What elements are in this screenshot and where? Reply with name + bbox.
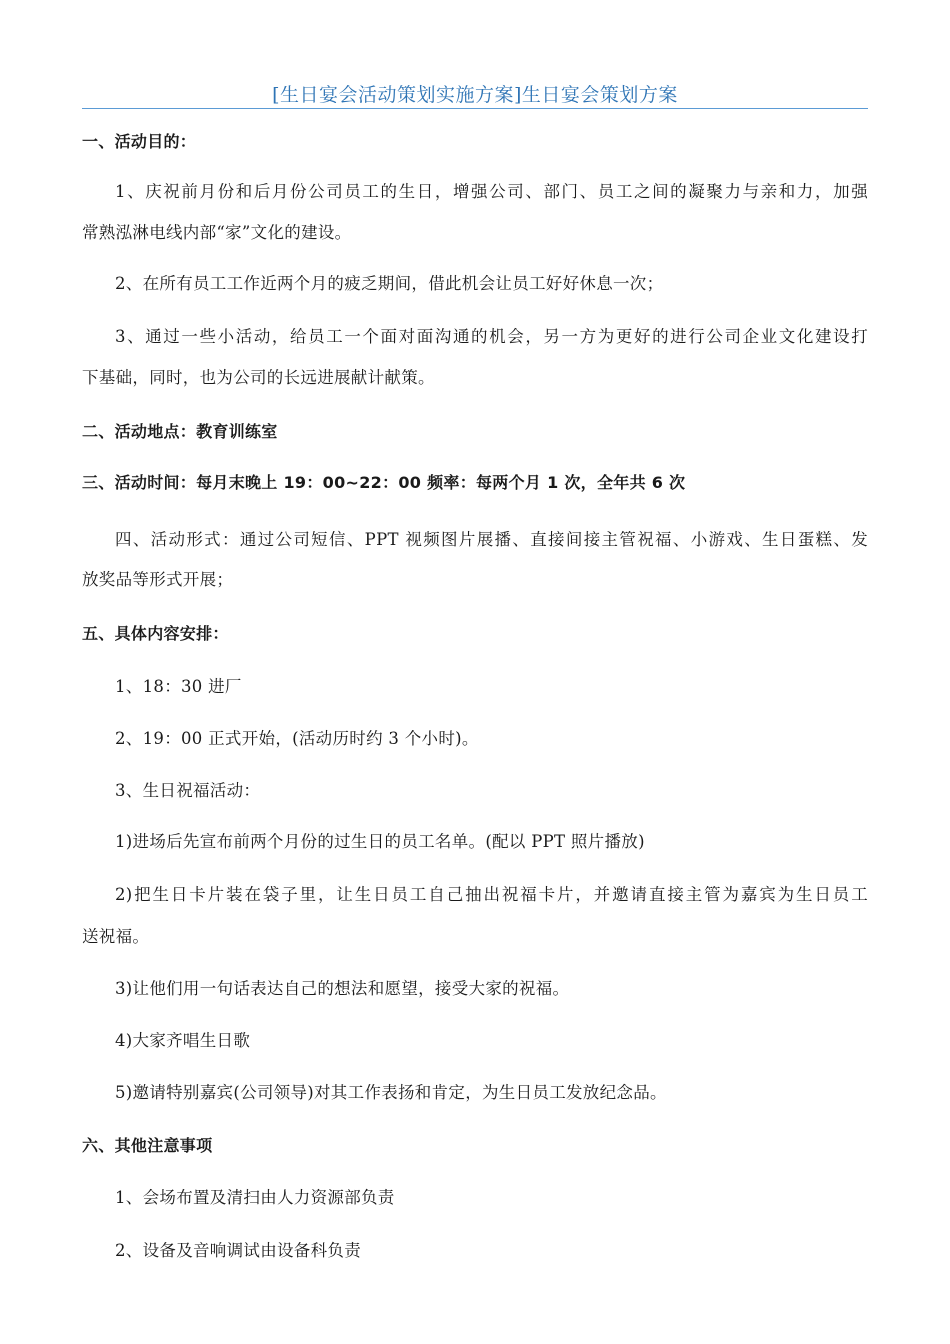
- paragraph-purpose-1-cont: 常熟泓淋电线内部“家”文化的建设。: [82, 223, 352, 242]
- paragraph-format-cont: 放奖品等形式开展；: [82, 570, 234, 589]
- title-divider: [82, 108, 868, 109]
- section-heading-location: 二、活动地点：教育训练室: [82, 422, 278, 441]
- activity-step-2: 2)把生日卡片装在袋子里，让生日员工自己抽出祝福卡片，并邀请直接主管为嘉宾为生日员工: [115, 885, 868, 904]
- section-heading-schedule: 五、具体内容安排：: [82, 624, 229, 643]
- section-heading-purpose: 一、活动目的：: [82, 132, 197, 151]
- activity-step-5: 5)邀请特别嘉宾(公司领导)对其工作表扬和肯定，为生日员工发放纪念品。: [115, 1083, 667, 1102]
- paragraph-purpose-2: 2、在所有员工工作近两个月的疲乏期间，借此机会让员工好好休息一次；: [115, 274, 664, 293]
- paragraph-purpose-3-cont: 下基础，同时，也为公司的长远进展献计献策。: [82, 368, 435, 387]
- section-heading-notes: 六、其他注意事项: [82, 1136, 213, 1155]
- schedule-item-1: 1、18：30 进厂: [115, 677, 242, 696]
- activity-step-3: 3)让他们用一句话表达自己的想法和愿望，接受大家的祝福。: [115, 979, 570, 998]
- schedule-item-2: 2、19：00 正式开始，(活动历时约 3 个小时)。: [115, 729, 479, 748]
- activity-step-2-cont: 送祝福。: [82, 927, 150, 946]
- paragraph-purpose-1: 1、庆祝前月份和后月份公司员工的生日，增强公司、部门、员工之间的凝聚力与亲和力，加强: [115, 182, 868, 201]
- activity-step-4: 4)大家齐唱生日歌: [115, 1031, 251, 1050]
- document-title: [生日宴会活动策划实施方案]生日宴会策划方案: [272, 84, 678, 106]
- schedule-item-3: 3、生日祝福活动：: [115, 781, 261, 800]
- paragraph-purpose-3: 3、通过一些小活动，给员工一个面对面沟通的机会，另一方为更好的进行公司企业文化建设打: [115, 327, 868, 346]
- note-item-2: 2、设备及音响调试由设备科负责: [115, 1241, 361, 1260]
- note-item-1: 1、会场布置及清扫由人力资源部负责: [115, 1188, 395, 1207]
- paragraph-format: 四、活动形式：通过公司短信、PPT 视频图片展播、直接间接主管祝福、小游戏、生日蛋糕、发: [115, 530, 868, 549]
- activity-step-1: 1)进场后先宣布前两个月份的过生日的员工名单。(配以 PPT 照片播放): [115, 832, 645, 851]
- section-heading-time: 三、活动时间：每月末晚上 19：00~22：00 频率：每两个月 1 次，全年共 6 次: [82, 473, 686, 492]
